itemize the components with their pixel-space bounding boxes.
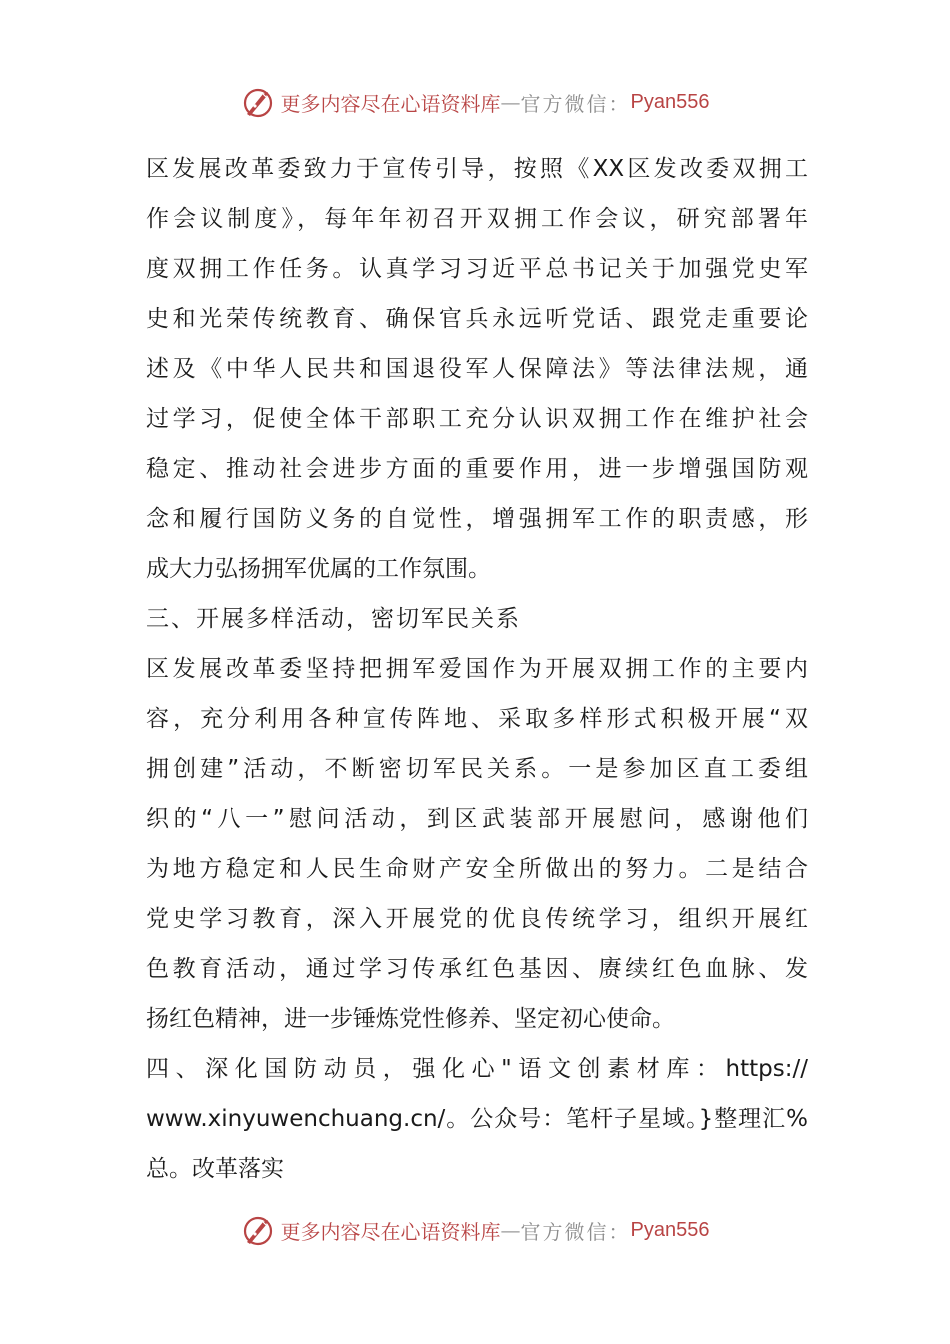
body-line: 织的“八一”慰问活动，到区武装部开展慰问，感谢他们 <box>146 806 808 832</box>
body-line: 容，充分利用各种宣传阵地、采取多样形式积极开展“双 <box>146 706 808 732</box>
body-line: 为地方稳定和人民生命财产安全所做出的努力。二是结合 <box>146 856 808 882</box>
body-line: 党史学习教育，深入开展党的优良传统学习，组织开展红 <box>146 906 808 932</box>
body-line: 史和光荣传统教育、确保官兵永远听党话、跟党走重要论 <box>146 306 808 332</box>
footer-slogan: 更多内容尽在心语资料库 <box>280 1219 501 1244</box>
footer-wechat-id: Pyan556 <box>630 1218 710 1241</box>
footer-banner <box>0 1208 950 1252</box>
header-dash: — <box>500 90 521 114</box>
body-line: 总。改革落实 <box>146 1156 284 1182</box>
body-line: 成大力弘扬拥军优属的工作氛围。 <box>146 556 491 582</box>
pen-nib-logo-icon <box>241 1212 277 1248</box>
footer-official-label: 官方微信： <box>520 1219 631 1244</box>
body-line: 念和履行国防义务的自觉性，增强拥军工作的职责感，形 <box>146 506 808 532</box>
header-banner <box>0 80 950 124</box>
body-line-url: www.xinyuwenchuang.cn/。公众号：笔杆子星域。}整理汇% <box>146 1106 808 1132</box>
body-line: 区发展改革委致力于宣传引导，按照《XX区发改委双拥工 <box>146 156 808 182</box>
body-line: 度双拥工作任务。认真学习习近平总书记关于加强党史军 <box>146 256 808 282</box>
section-heading-with-link: 四、深化国防动员，强化心"语文创素材库：https:// <box>146 1056 808 1082</box>
footer-dash: — <box>500 1218 521 1242</box>
header-wechat-id: Pyan556 <box>630 90 710 113</box>
header-slogan: 更多内容尽在心语资料库 <box>280 91 501 116</box>
body-line: 作会议制度》，每年年初召开双拥工作会议，研究部署年 <box>146 206 808 232</box>
header-official-label: 官方微信： <box>520 91 631 116</box>
body-line: 色教育活动，通过学习传承红色基因、赓续红色血脉、发 <box>146 956 808 982</box>
body-line: 稳定、推动社会进步方面的重要作用，进一步增强国防观 <box>146 456 808 482</box>
document-body <box>146 144 808 1194</box>
body-line: 扬红色精神，进一步锤炼党性修养、坚定初心使命。 <box>146 1006 675 1032</box>
body-line: 述及《中华人民共和国退役军人保障法》等法律法规，通 <box>146 356 808 382</box>
body-line: 过学习，促使全体干部职工充分认识双拥工作在维护社会 <box>146 406 808 432</box>
body-line: 拥创建”活动，不断密切军民关系。一是参加区直工委组 <box>146 756 808 782</box>
section-heading: 三、开展多样活动，密切军民关系 <box>146 606 521 632</box>
pen-nib-logo-icon <box>241 84 277 120</box>
body-line: 区发展改革委坚持把拥军爱国作为开展双拥工作的主要内 <box>146 656 808 682</box>
